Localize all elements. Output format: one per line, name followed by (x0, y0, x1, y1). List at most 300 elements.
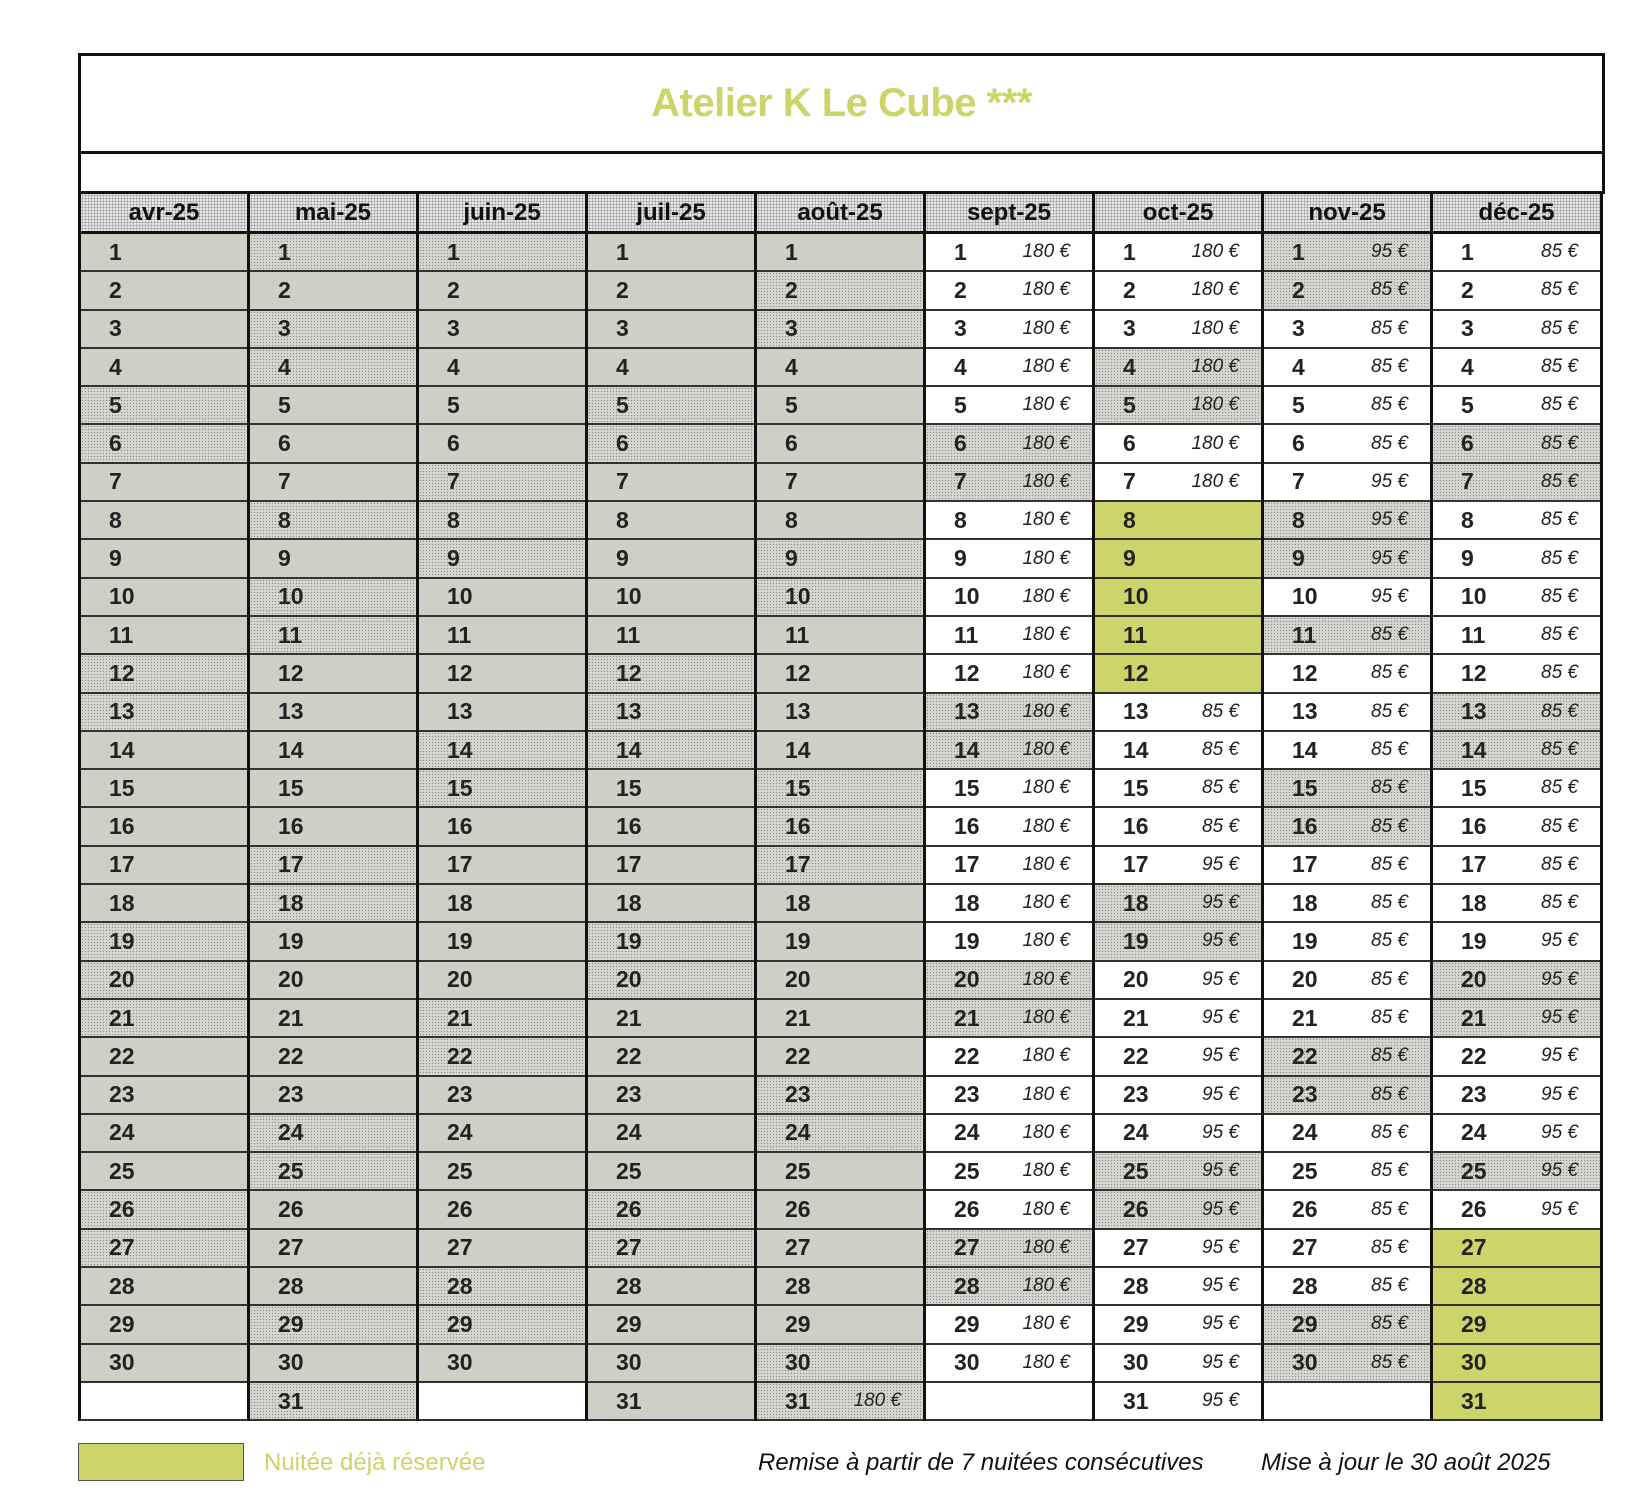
night-price: 95 € (1541, 1160, 1578, 1182)
day-number: 13 (1123, 698, 1149, 725)
night-price: 85 € (1202, 777, 1239, 799)
day-cell (81, 655, 247, 693)
day-cell[interactable] (926, 655, 1092, 693)
day-cell[interactable] (1095, 847, 1261, 885)
night-price: 85 € (1541, 279, 1578, 301)
day-number: 4 (1461, 353, 1474, 380)
day-number: 24 (616, 1119, 642, 1146)
day-cell[interactable] (1433, 387, 1600, 425)
day-cell (588, 1306, 754, 1344)
day-number: 22 (954, 1042, 980, 1069)
day-cell[interactable] (926, 579, 1092, 617)
day-cell[interactable] (926, 502, 1092, 540)
day-number: 13 (1292, 698, 1318, 725)
month-column (1264, 194, 1433, 1421)
day-cell (81, 923, 247, 961)
day-cell[interactable] (1264, 1191, 1430, 1229)
night-price: 85 € (1541, 585, 1578, 607)
day-number: 4 (109, 353, 122, 380)
calendar-sheet (78, 53, 1605, 1421)
day-number: 19 (447, 927, 473, 954)
day-cell (250, 1230, 416, 1268)
day-cell[interactable] (1095, 425, 1261, 463)
day-number: 21 (954, 1004, 980, 1031)
day-cell[interactable] (926, 349, 1092, 387)
night-price: 85 € (1371, 1275, 1408, 1297)
day-cell (588, 1345, 754, 1383)
day-number: 8 (1292, 506, 1305, 533)
day-number: 21 (1292, 1004, 1318, 1031)
day-number: 9 (1123, 545, 1136, 572)
day-number: 15 (954, 774, 980, 801)
day-cell[interactable] (926, 808, 1092, 846)
night-price: 95 € (1202, 1045, 1239, 1067)
day-cell (757, 847, 923, 885)
day-cell (250, 1306, 416, 1344)
night-price: 180 € (1022, 700, 1070, 722)
night-price: 95 € (1202, 1160, 1239, 1182)
day-cell (81, 808, 247, 846)
day-number: 13 (954, 698, 980, 725)
day-number: 28 (616, 1272, 642, 1299)
day-cell[interactable] (926, 1191, 1092, 1229)
day-number: 30 (785, 1349, 811, 1376)
day-cell[interactable] (926, 234, 1092, 272)
day-number: 6 (1461, 430, 1474, 457)
day-cell (81, 1038, 247, 1076)
day-number: 4 (616, 353, 629, 380)
day-number: 27 (616, 1234, 642, 1261)
day-cell (250, 1383, 416, 1421)
day-cell (250, 1191, 416, 1229)
day-cell[interactable] (926, 540, 1092, 578)
day-number: 11 (447, 621, 472, 648)
day-number: 1 (447, 238, 460, 265)
day-cell[interactable] (1433, 1077, 1600, 1115)
day-cell[interactable] (1095, 1038, 1261, 1076)
day-number: 17 (109, 851, 135, 878)
day-number: 19 (109, 927, 135, 954)
day-number: 7 (278, 468, 291, 495)
day-number: 22 (616, 1042, 642, 1069)
day-cell (1095, 923, 1261, 961)
day-number: 29 (1123, 1310, 1149, 1337)
day-cell[interactable] (1095, 732, 1261, 770)
day-number: 7 (1123, 468, 1136, 495)
day-cell[interactable] (1095, 464, 1261, 502)
night-price: 85 € (1371, 930, 1408, 952)
day-cell (81, 1077, 247, 1115)
day-number: 24 (447, 1119, 473, 1146)
day-cell[interactable] (1095, 694, 1261, 732)
day-cell[interactable] (1264, 732, 1430, 770)
day-number: 20 (1123, 966, 1149, 993)
day-cell[interactable] (1264, 1000, 1430, 1038)
day-number: 17 (1123, 851, 1149, 878)
day-number: 21 (1461, 1004, 1487, 1031)
day-cell[interactable] (1095, 962, 1261, 1000)
day-number: 16 (785, 813, 811, 840)
day-cell[interactable] (1264, 425, 1430, 463)
night-price: 85 € (1541, 815, 1578, 837)
night-price: 95 € (1202, 1313, 1239, 1335)
day-cell[interactable] (1264, 1268, 1430, 1306)
day-cell[interactable] (1095, 1383, 1261, 1421)
day-cell[interactable] (1433, 272, 1600, 310)
day-number: 26 (278, 1196, 304, 1223)
day-number: 26 (954, 1196, 980, 1223)
day-cell[interactable] (1433, 234, 1600, 272)
day-cell[interactable] (1433, 808, 1600, 846)
day-number: 28 (278, 1272, 304, 1299)
day-cell (757, 349, 923, 387)
day-cell[interactable] (1433, 540, 1600, 578)
day-cell[interactable] (1264, 579, 1430, 617)
day-cell[interactable] (1433, 770, 1600, 808)
day-number: 18 (1461, 889, 1487, 916)
title-box (78, 53, 1605, 154)
day-cell[interactable] (1264, 1230, 1430, 1268)
day-number: 24 (785, 1119, 811, 1146)
day-cell[interactable] (1264, 694, 1430, 732)
night-price: 85 € (1371, 624, 1408, 646)
day-number: 12 (109, 659, 135, 686)
day-cell[interactable] (1264, 387, 1430, 425)
day-cell[interactable] (1433, 923, 1600, 961)
night-price: 95 € (1541, 1045, 1578, 1067)
day-cell[interactable] (926, 1306, 1092, 1344)
day-cell (588, 770, 754, 808)
day-number: 6 (447, 430, 460, 457)
night-price: 85 € (1371, 1198, 1408, 1220)
day-number: 12 (278, 659, 304, 686)
day-number: 30 (1292, 1349, 1318, 1376)
day-number: 15 (447, 774, 473, 801)
night-price: 180 € (1022, 394, 1070, 416)
day-cell (757, 1268, 923, 1306)
day-cell[interactable] (1095, 272, 1261, 310)
day-number: 21 (785, 1004, 811, 1031)
day-cell (588, 579, 754, 617)
day-number: 4 (278, 353, 291, 380)
day-cell (419, 1191, 585, 1229)
day-cell (81, 962, 247, 1000)
day-number: 23 (109, 1081, 135, 1108)
day-cell[interactable] (1095, 1000, 1261, 1038)
month-header: mai-25 (250, 194, 416, 234)
day-cell[interactable] (1433, 1115, 1600, 1153)
day-cell[interactable] (1433, 311, 1600, 349)
day-cell (81, 311, 247, 349)
day-number: 8 (616, 506, 629, 533)
day-number: 25 (1123, 1157, 1149, 1184)
day-number: 14 (109, 736, 135, 763)
day-number: 29 (616, 1310, 642, 1337)
day-cell[interactable] (1264, 847, 1430, 885)
day-number: 11 (109, 621, 134, 648)
day-cell (419, 770, 585, 808)
day-cell (419, 425, 585, 463)
day-cell[interactable] (1433, 885, 1600, 923)
day-number: 18 (785, 889, 811, 916)
day-cell (250, 1000, 416, 1038)
day-cell (588, 1077, 754, 1115)
night-price: 95 € (1371, 547, 1408, 569)
day-cell[interactable] (1264, 962, 1430, 1000)
day-cell[interactable] (1433, 579, 1600, 617)
day-cell (81, 617, 247, 655)
day-cell[interactable] (1264, 464, 1430, 502)
day-cell[interactable] (1264, 311, 1430, 349)
day-cell[interactable] (1433, 1038, 1600, 1076)
day-cell (1433, 1230, 1600, 1268)
month-header: sept-25 (926, 194, 1092, 234)
day-cell (588, 847, 754, 885)
night-price: 180 € (1022, 279, 1070, 301)
night-price: 95 € (1202, 1390, 1239, 1412)
day-number: 29 (447, 1310, 473, 1337)
day-cell (588, 1268, 754, 1306)
month-column (757, 194, 926, 1421)
night-price: 85 € (1371, 1083, 1408, 1105)
month-column (1095, 194, 1264, 1421)
night-price: 180 € (1191, 317, 1239, 339)
day-cell[interactable] (926, 847, 1092, 885)
day-cell (419, 502, 585, 540)
night-price: 85 € (1541, 241, 1578, 263)
night-price: 180 € (853, 1390, 901, 1412)
day-cell[interactable] (1095, 1115, 1261, 1153)
day-number: 16 (1292, 813, 1318, 840)
day-number: 21 (278, 1004, 304, 1031)
day-cell[interactable] (1095, 1230, 1261, 1268)
day-cell (250, 1153, 416, 1191)
day-number: 3 (1123, 315, 1136, 342)
night-price: 85 € (1541, 317, 1578, 339)
night-price: 95 € (1541, 1083, 1578, 1105)
day-number: 26 (1123, 1196, 1149, 1223)
day-cell (757, 1345, 923, 1383)
day-cell (250, 387, 416, 425)
month-header: août-25 (757, 194, 923, 234)
day-cell (81, 847, 247, 885)
day-cell[interactable] (1433, 1191, 1600, 1229)
day-cell[interactable] (926, 272, 1092, 310)
night-price: 85 € (1541, 432, 1578, 454)
day-cell (81, 1306, 247, 1344)
month-header: juil-25 (588, 194, 754, 234)
day-number: 20 (1461, 966, 1487, 993)
day-cell[interactable] (1433, 502, 1600, 540)
day-cell (926, 425, 1092, 463)
day-cell (757, 464, 923, 502)
day-number: 16 (1461, 813, 1487, 840)
day-cell[interactable] (1264, 885, 1430, 923)
day-cell (757, 234, 923, 272)
day-cell[interactable] (1433, 349, 1600, 387)
day-number: 7 (616, 468, 629, 495)
day-number: 16 (616, 813, 642, 840)
day-cell (588, 425, 754, 463)
day-number: 18 (109, 889, 135, 916)
day-cell[interactable] (926, 1077, 1092, 1115)
day-number: 4 (447, 353, 460, 380)
day-number: 10 (1123, 583, 1149, 610)
day-number: 2 (616, 276, 629, 303)
day-cell[interactable] (926, 387, 1092, 425)
day-number: 27 (1123, 1234, 1149, 1261)
day-cell (250, 1268, 416, 1306)
day-number: 2 (1461, 276, 1474, 303)
day-cell (1264, 1345, 1430, 1383)
update-note: Mise à jour le 30 août 2025 (1261, 1449, 1551, 1476)
day-number: 1 (616, 238, 629, 265)
day-cell[interactable] (1433, 847, 1600, 885)
day-cell (81, 1345, 247, 1383)
night-price: 85 € (1541, 777, 1578, 799)
day-cell (757, 808, 923, 846)
day-number: 18 (1123, 889, 1149, 916)
day-number: 27 (447, 1234, 473, 1261)
day-cell[interactable] (926, 885, 1092, 923)
day-number: 2 (109, 276, 122, 303)
day-cell (1433, 425, 1600, 463)
day-cell[interactable] (926, 770, 1092, 808)
day-cell[interactable] (1264, 655, 1430, 693)
day-number: 4 (1123, 353, 1136, 380)
day-number: 19 (785, 927, 811, 954)
day-cell (1095, 617, 1261, 655)
day-cell[interactable] (1095, 770, 1261, 808)
night-price: 95 € (1371, 585, 1408, 607)
day-cell[interactable] (1095, 311, 1261, 349)
day-cell[interactable] (1095, 1268, 1261, 1306)
night-price: 180 € (1022, 1007, 1070, 1029)
day-cell (757, 1306, 923, 1344)
day-number: 22 (109, 1042, 135, 1069)
day-cell (757, 885, 923, 923)
day-cell (757, 1115, 923, 1153)
day-number: 31 (785, 1387, 811, 1414)
day-number: 24 (1461, 1119, 1487, 1146)
day-number: 6 (109, 430, 122, 457)
day-number: 5 (785, 391, 798, 418)
day-number: 5 (1461, 391, 1474, 418)
day-cell (757, 387, 923, 425)
night-price: 85 € (1371, 700, 1408, 722)
day-cell[interactable] (1264, 1115, 1430, 1153)
day-cell (1433, 962, 1600, 1000)
day-number: 3 (1461, 315, 1474, 342)
day-cell (1264, 234, 1430, 272)
day-cell[interactable] (1095, 808, 1261, 846)
day-number: 26 (1292, 1196, 1318, 1223)
day-cell[interactable] (1433, 617, 1600, 655)
day-cell[interactable] (926, 1153, 1092, 1191)
day-cell[interactable] (926, 1038, 1092, 1076)
night-price: 180 € (1022, 739, 1070, 760)
day-number: 9 (954, 545, 967, 572)
day-cell (757, 1000, 923, 1038)
night-price: 85 € (1371, 1045, 1408, 1067)
night-price: 85 € (1371, 1007, 1408, 1029)
day-cell (1433, 464, 1600, 502)
day-number: 27 (278, 1234, 304, 1261)
night-price: 180 € (1191, 432, 1239, 454)
day-number: 24 (109, 1119, 135, 1146)
day-cell (419, 1230, 585, 1268)
day-cell[interactable] (1095, 234, 1261, 272)
day-cell[interactable] (926, 1115, 1092, 1153)
day-number: 18 (447, 889, 473, 916)
day-number: 27 (785, 1234, 811, 1261)
day-number: 15 (1292, 774, 1318, 801)
day-cell (419, 272, 585, 310)
day-cell (757, 1230, 923, 1268)
night-price: 85 € (1371, 1236, 1408, 1258)
day-cell[interactable] (1264, 349, 1430, 387)
day-number: 11 (1461, 621, 1486, 648)
day-cell (588, 885, 754, 923)
night-price: 85 € (1371, 739, 1408, 760)
day-number: 20 (785, 966, 811, 993)
day-cell (419, 1038, 585, 1076)
day-cell (757, 617, 923, 655)
day-cell (757, 923, 923, 961)
night-price: 180 € (1022, 470, 1070, 492)
day-cell[interactable] (1095, 1077, 1261, 1115)
night-price: 95 € (1541, 1121, 1578, 1143)
day-number: 8 (447, 506, 460, 533)
day-number: 5 (954, 391, 967, 418)
day-cell (1095, 655, 1261, 693)
day-cell[interactable] (926, 1345, 1092, 1383)
day-cell (588, 1383, 754, 1421)
day-cell[interactable] (1264, 923, 1430, 961)
night-price: 180 € (1022, 1160, 1070, 1182)
day-cell[interactable] (1264, 1153, 1430, 1191)
day-cell[interactable] (926, 617, 1092, 655)
day-cell[interactable] (926, 311, 1092, 349)
day-cell (250, 234, 416, 272)
day-number: 12 (954, 659, 980, 686)
month-header: déc-25 (1433, 194, 1600, 234)
day-number: 13 (1461, 698, 1487, 725)
day-number: 23 (954, 1081, 980, 1108)
night-price: 95 € (1202, 1236, 1239, 1258)
day-cell[interactable] (926, 923, 1092, 961)
day-number: 12 (616, 659, 642, 686)
day-number: 30 (954, 1349, 980, 1376)
day-number: 4 (785, 353, 798, 380)
day-cell (757, 1077, 923, 1115)
day-cell[interactable] (1433, 655, 1600, 693)
night-price: 95 € (1541, 930, 1578, 952)
day-cell (81, 464, 247, 502)
day-number: 14 (278, 736, 304, 763)
day-number: 18 (1292, 889, 1318, 916)
day-number: 17 (954, 851, 980, 878)
day-number: 15 (785, 774, 811, 801)
day-number: 27 (109, 1234, 135, 1261)
day-number: 29 (1292, 1310, 1318, 1337)
day-number: 28 (954, 1272, 980, 1299)
day-cell[interactable] (1095, 1306, 1261, 1344)
day-cell[interactable] (1095, 1345, 1261, 1383)
day-number: 11 (616, 621, 641, 648)
day-cell (419, 885, 585, 923)
day-number: 4 (1292, 353, 1305, 380)
